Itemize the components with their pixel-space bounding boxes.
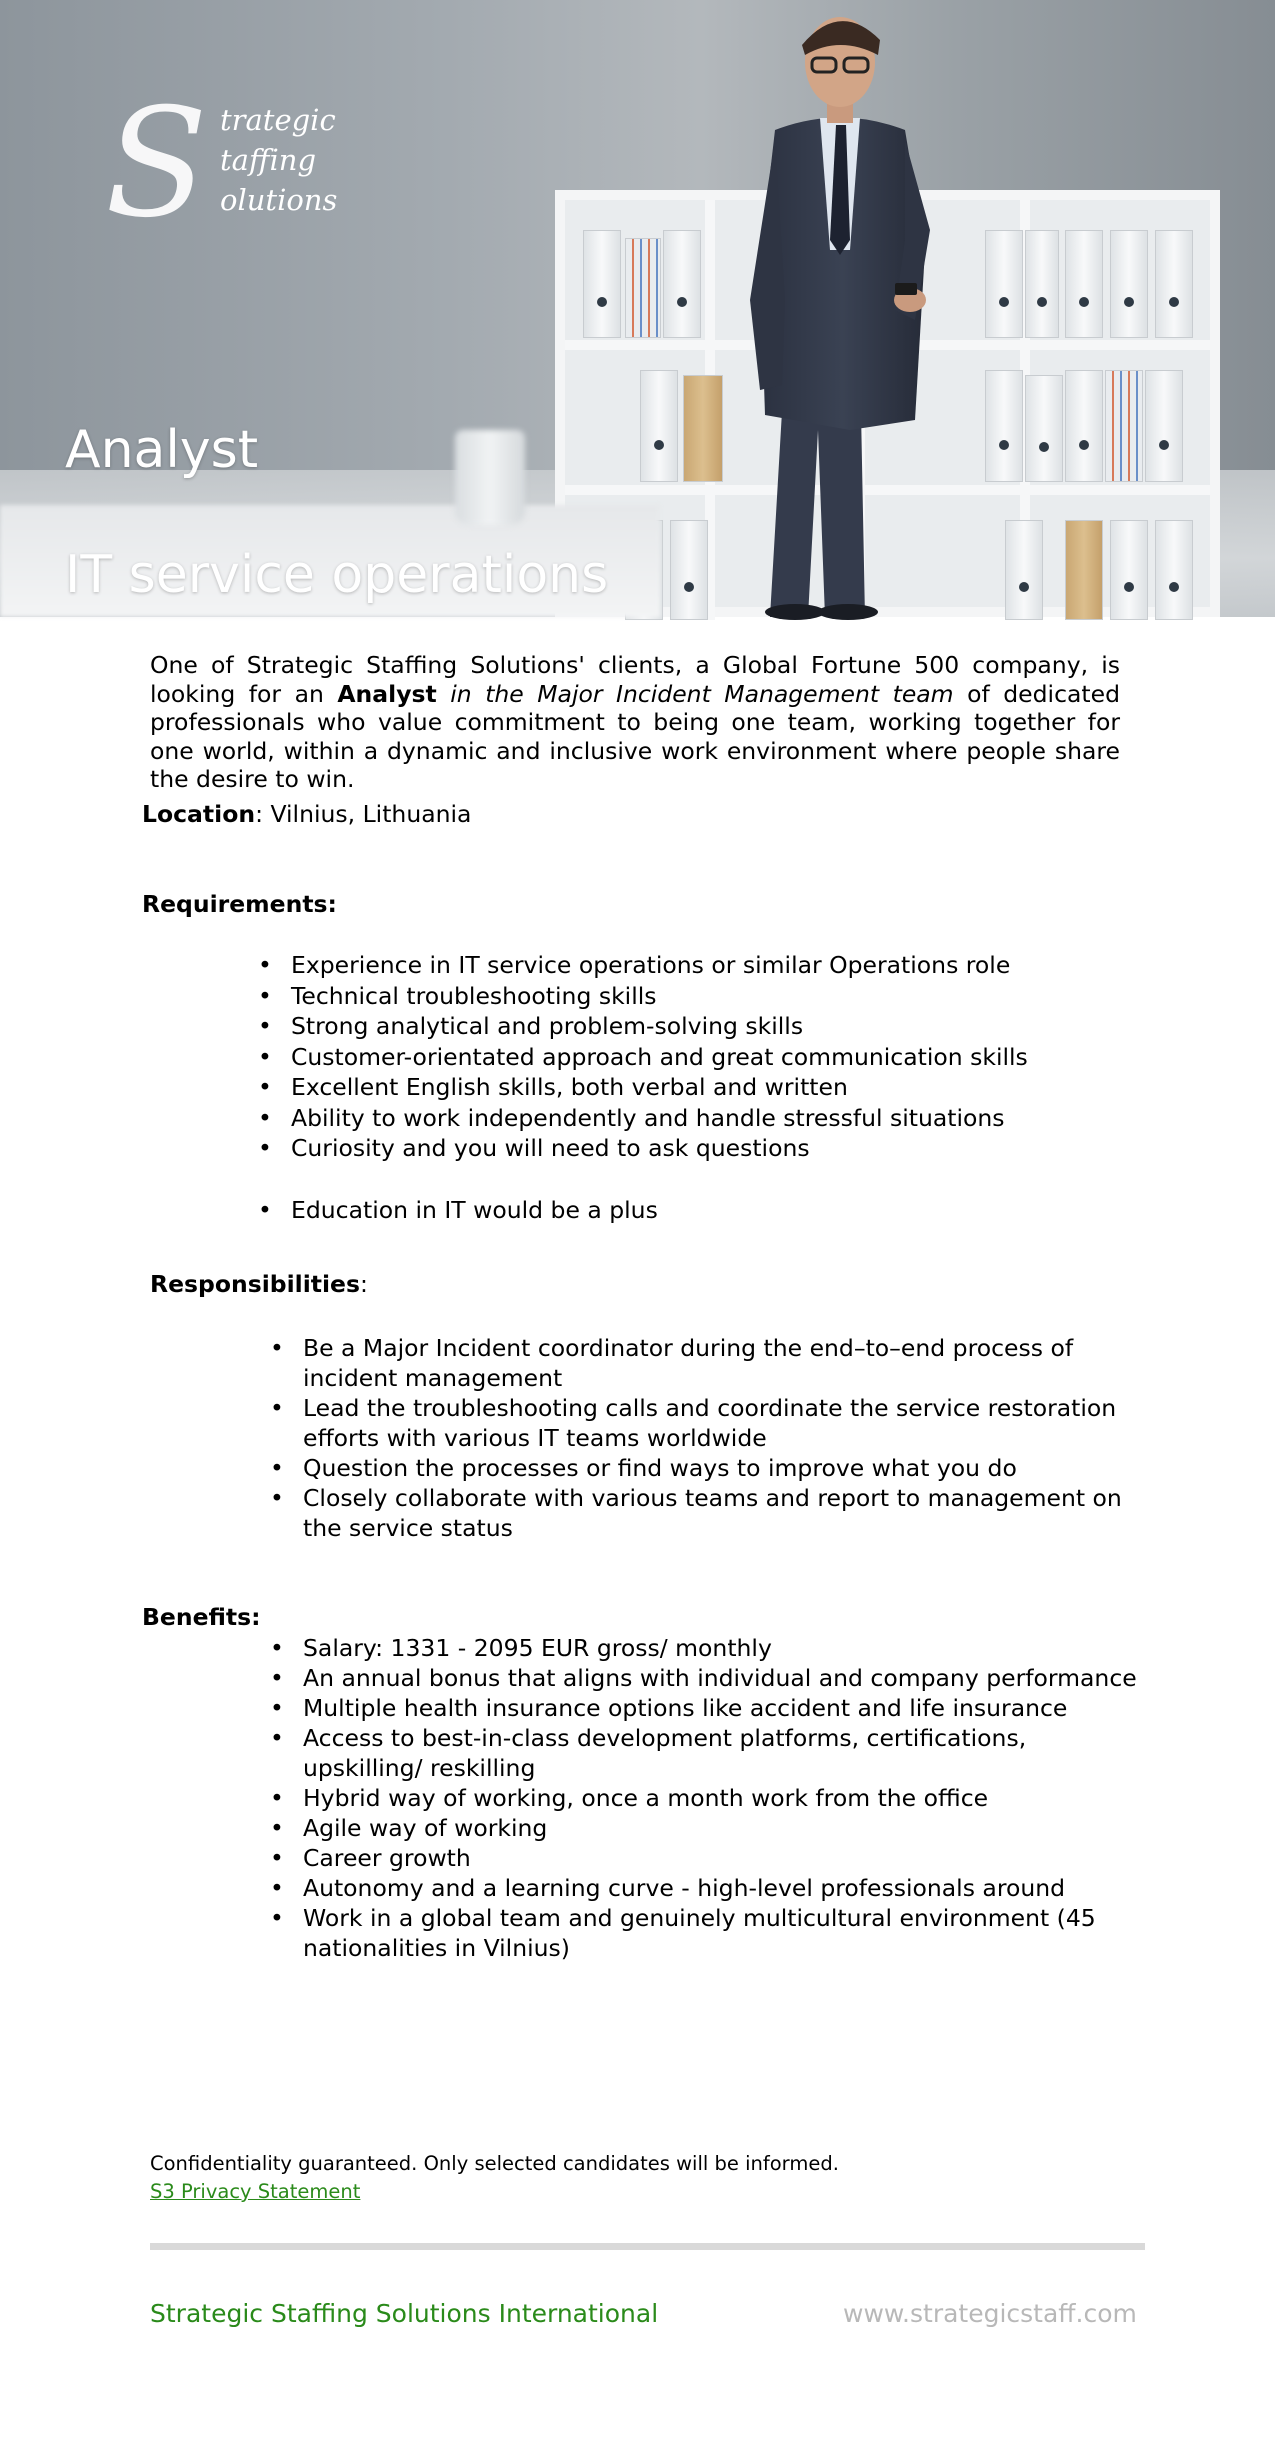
list-item: • Multiple health insurance options like accident and life insurance: [303, 1693, 1143, 1723]
hero-banner: [0, 0, 1275, 617]
confidentiality-block: [150, 2150, 839, 2206]
job-subtitle: IT service operations: [65, 545, 609, 605]
intro-text-1: One of Strategic Staffing Solutions' clients, a Global Fortune 500 company, is looking for an: [150, 651, 1120, 708]
strategic-staffing-logo: [105, 77, 338, 251]
footer-divider: [150, 2243, 1145, 2250]
logo-line-2: taffing: [220, 143, 317, 177]
list-item: • Access to best-in-class development platforms, certifications, upskilling/ reskilling: [303, 1723, 1143, 1783]
list-item: • Work in a global team and genuinely multicultural environment (45 nationalities in Vilnius): [303, 1903, 1143, 1963]
list-item: • Technical troubleshooting skills: [291, 981, 1141, 1012]
location-line: [142, 800, 471, 828]
logo-letter-s: S: [105, 77, 208, 251]
benefits-list: [303, 1633, 1143, 1963]
intro-text-2: of dedicated professionals who value commitment to being one team, working together for one world, within a dynamic and inclusive work environment where people share the desire to win.: [150, 679, 1120, 793]
list-item: • Customer-orientated approach and great communication skills: [291, 1042, 1141, 1073]
job-title: Analyst: [65, 420, 259, 480]
responsibilities-heading: [150, 1270, 368, 1298]
logo-line-1: trategic: [220, 103, 336, 137]
requirements-list: [291, 950, 1141, 1164]
list-item: • Experience in IT service operations or similar Operations role: [291, 950, 1141, 981]
responsibilities-colon: :: [359, 1270, 368, 1298]
list-item: • Curiosity and you will need to ask questions: [291, 1133, 1141, 1164]
footer-company-name: Strategic Staffing Solutions International: [150, 2299, 659, 2328]
list-item: • Salary: 1331 - 2095 EUR gross/ monthly: [303, 1633, 1143, 1663]
list-item: • Autonomy and a learning curve - high-level professionals around: [303, 1873, 1143, 1903]
intro-italic-team: in the Major Incident Management team: [436, 679, 954, 708]
businessman-photo: [690, 0, 990, 617]
list-item: • Excellent English skills, both verbal and written: [291, 1072, 1141, 1103]
intro-paragraph: [150, 651, 1120, 794]
requirements-heading: Requirements:: [142, 890, 337, 918]
list-item: • Lead the troubleshooting calls and coordinate the service restoration efforts with various IT teams worldwide: [303, 1393, 1143, 1453]
list-item: • Strong analytical and problem-solving skills: [291, 1011, 1141, 1042]
logo-line-3: olutions: [220, 183, 338, 217]
requirements-extra-list: [291, 1195, 1141, 1226]
benefits-heading: Benefits:: [142, 1603, 261, 1631]
mug-blur: [455, 430, 525, 525]
responsibilities-list: [303, 1333, 1143, 1543]
list-item: • Hybrid way of working, once a month work from the office: [303, 1783, 1143, 1813]
responsibilities-heading-text: Responsibilities: [150, 1270, 360, 1298]
location-label: Location: [142, 800, 256, 828]
list-item: • An annual bonus that aligns with individual and company performance: [303, 1663, 1143, 1693]
list-item: • Agile way of working: [303, 1813, 1143, 1843]
list-item: • Education in IT would be a plus: [291, 1195, 1141, 1226]
confidentiality-note: Confidentiality guaranteed. Only selected candidates will be informed.: [150, 2152, 839, 2175]
location-value: : Vilnius, Lithuania: [255, 800, 472, 828]
list-item: • Question the processes or find ways to improve what you do: [303, 1453, 1143, 1483]
footer-website[interactable]: www.strategicstaff.com: [843, 2299, 1137, 2328]
list-item: • Closely collaborate with various teams and report to management on the service status: [303, 1483, 1143, 1543]
privacy-statement-link[interactable]: S3 Privacy Statement: [150, 2180, 361, 2203]
list-item: • Career growth: [303, 1843, 1143, 1873]
list-item: • Be a Major Incident coordinator during the end–to–end process of incident management: [303, 1333, 1143, 1393]
intro-bold-analyst: Analyst: [337, 679, 437, 708]
list-item: • Ability to work independently and handle stressful situations: [291, 1103, 1141, 1134]
